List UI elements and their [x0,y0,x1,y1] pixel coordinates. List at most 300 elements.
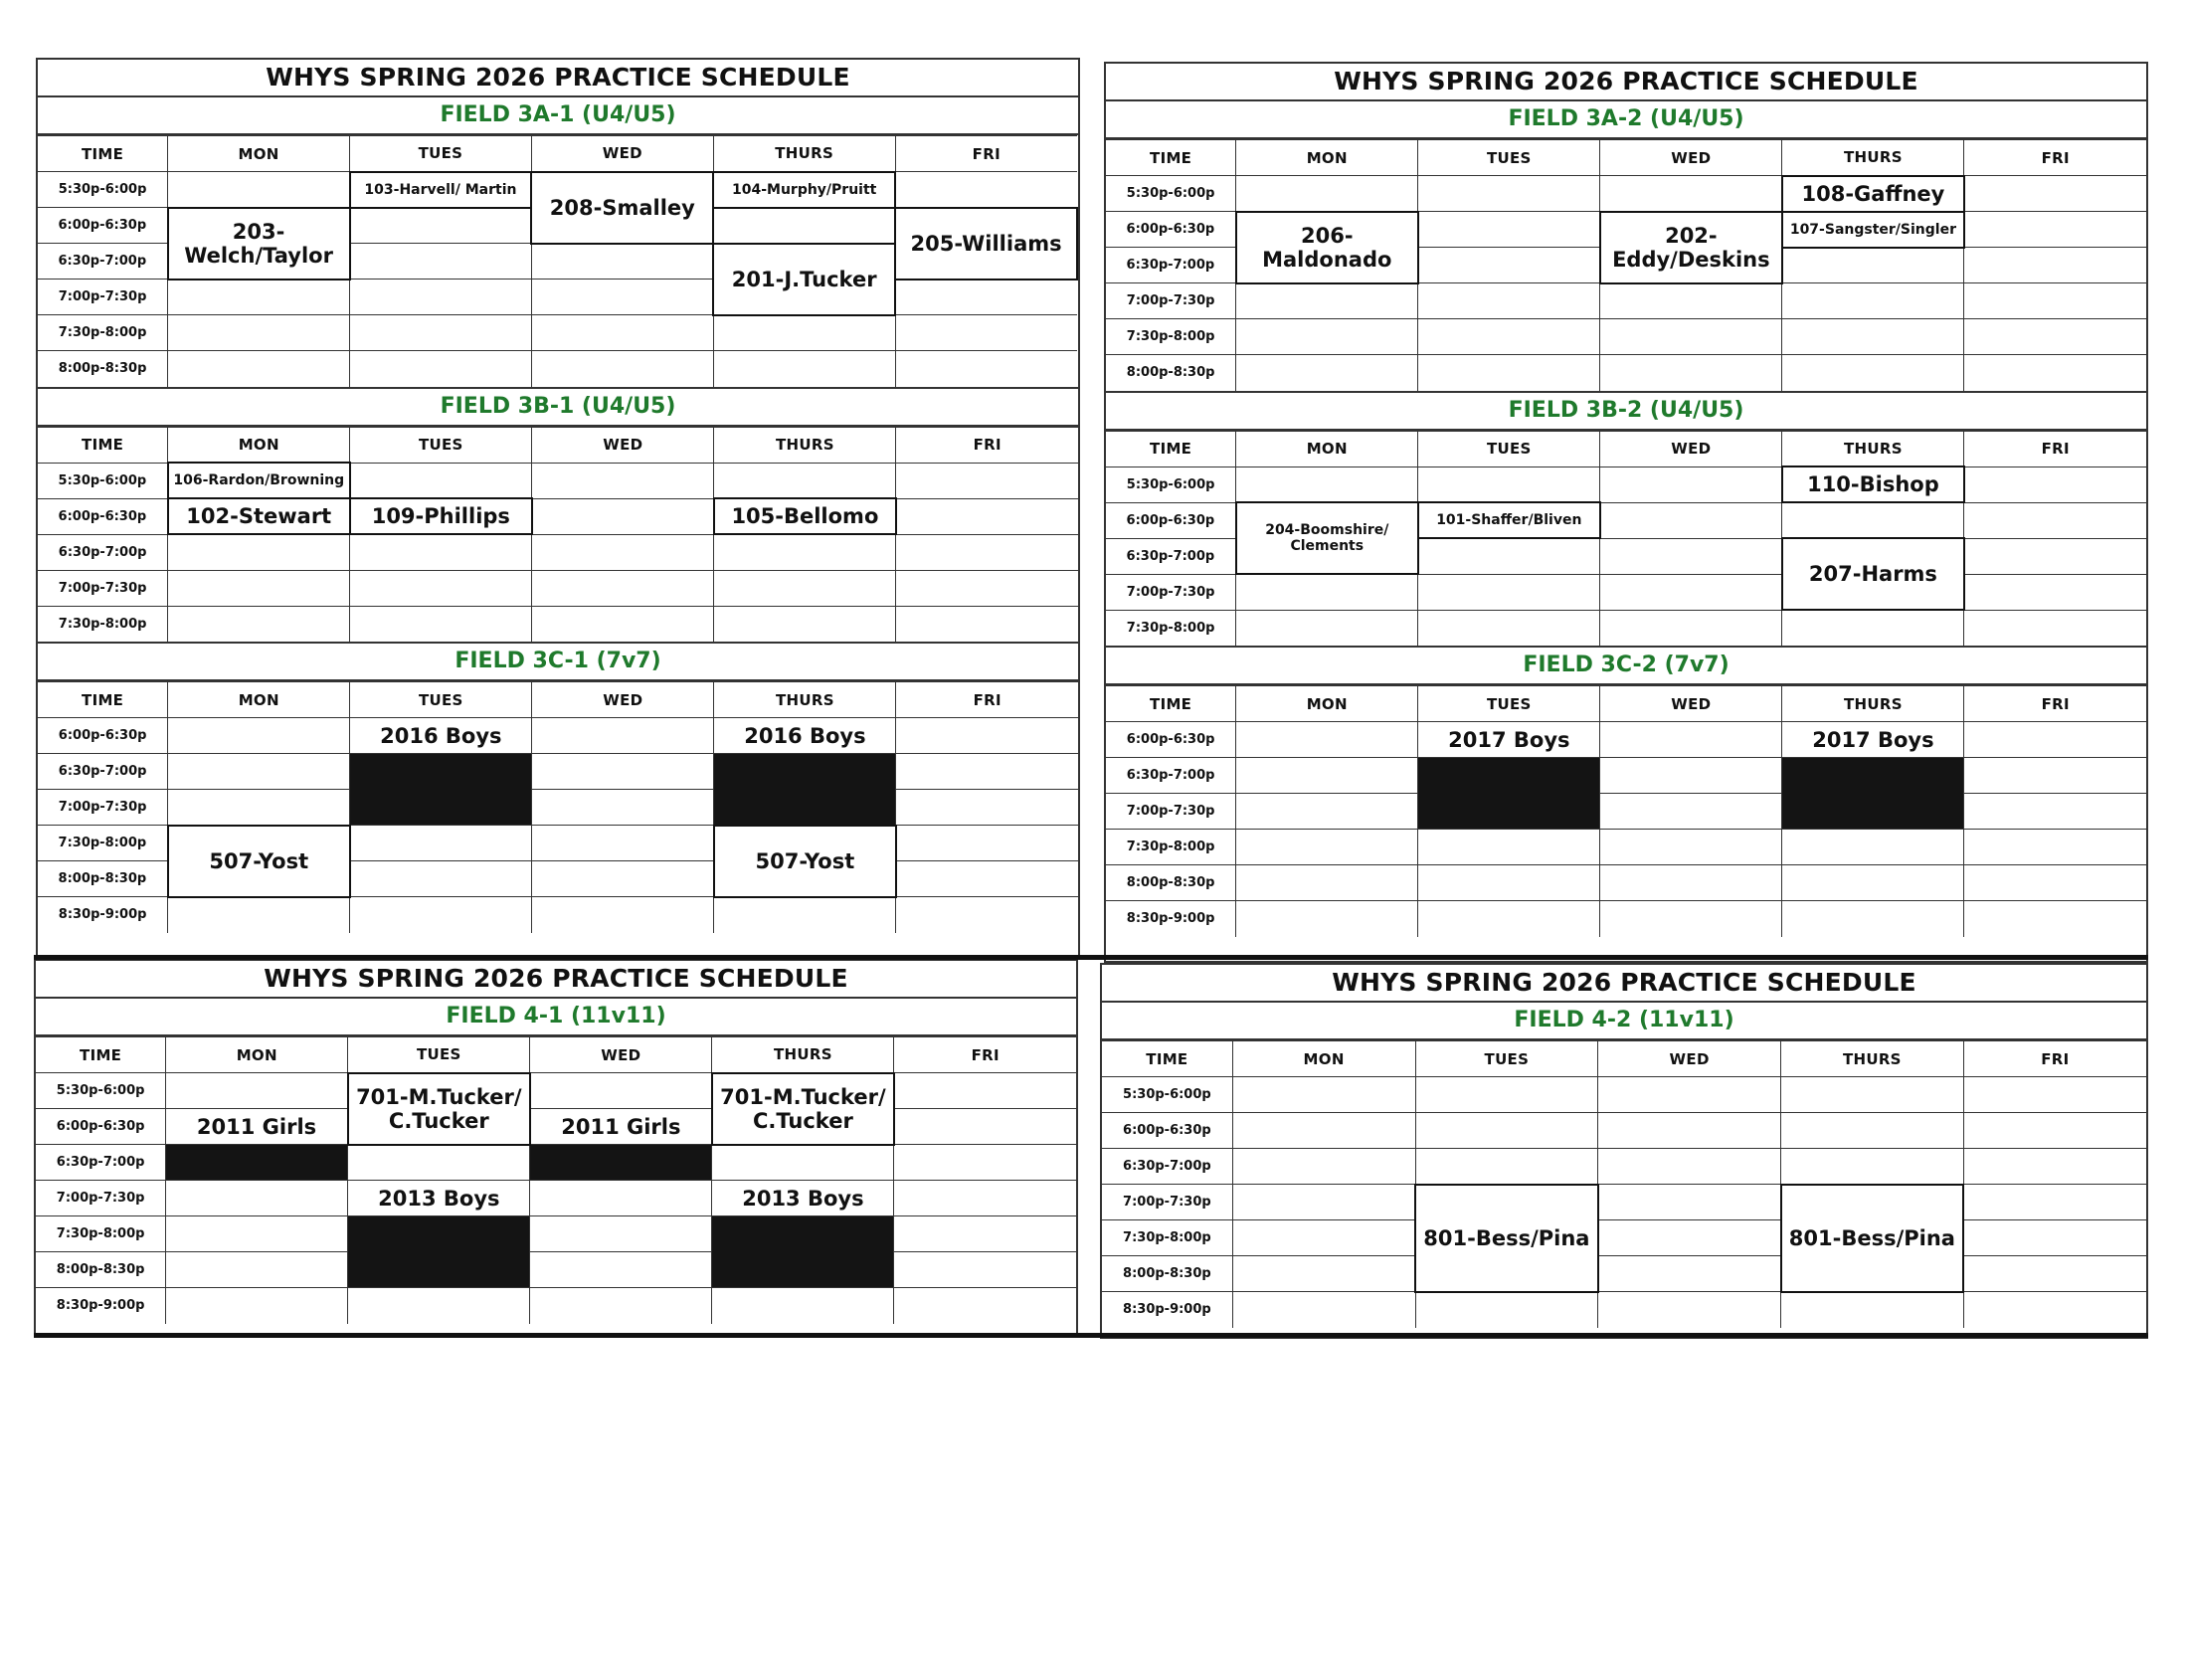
table-row [38,826,1078,861]
table-row [38,315,1077,351]
table-row [1106,502,2146,538]
empty-slot [1964,830,2146,865]
column-header-time: TIME [38,136,168,172]
empty-slot [1600,758,1782,794]
practice-slot: 203- Welch/Taylor [168,208,350,280]
empty-slot [1418,538,1600,574]
empty-slot [350,463,532,498]
time-slot-label: 8:00p-8:30p [38,861,168,897]
empty-slot [166,1252,348,1288]
empty-slot [894,1181,1076,1216]
empty-slot [713,351,895,387]
empty-slot [1782,283,1964,319]
schedule-table [38,427,1078,643]
empty-slot [1236,610,1418,646]
empty-slot [168,718,350,754]
empty-slot [1232,1077,1415,1113]
column-header-thurs: THURS [1781,1041,1964,1077]
empty-slot [532,534,714,570]
time-slot-label: 8:00p-8:30p [38,351,168,387]
column-header-wed: WED [1600,140,1782,176]
empty-slot [532,861,714,897]
time-slot-label: 8:30p-9:00p [36,1288,166,1324]
practice-slot: 208-Smalley [531,172,713,244]
table-row [1106,574,2146,610]
empty-slot [168,897,350,933]
time-slot-label: 7:30p-8:00p [36,1216,166,1252]
empty-slot [712,1288,894,1324]
field-title: FIELD 3C-1 (7v7) [38,644,1078,681]
empty-slot [1600,794,1782,830]
practice-slot: 801-Bess/Pina [1415,1185,1598,1292]
table-row [38,897,1078,933]
schedule-table [1106,685,2146,937]
field-section-field-3c-1-7v7 [38,642,1078,933]
empty-slot [168,534,350,570]
practice-slot: 204-Boomshire/ Clements [1236,502,1418,574]
empty-slot [1236,176,1418,212]
empty-slot [1600,610,1782,646]
column-header-thurs: THURS [1782,140,1964,176]
empty-slot [1964,610,2146,646]
empty-slot [1782,830,1964,865]
table-row [38,498,1078,534]
empty-slot [894,1145,1076,1181]
column-header-fri: FRI [895,136,1077,172]
column-header-tues: TUES [1418,686,1600,722]
empty-slot [1418,355,1600,391]
empty-slot [1598,1185,1781,1220]
time-slot-label: 6:00p-6:30p [1102,1113,1232,1149]
empty-slot [1236,467,1418,502]
practice-slot: 206-Maldonado [1236,212,1418,283]
empty-slot [350,861,532,897]
empty-slot [1964,467,2146,502]
empty-slot [894,1252,1076,1288]
column-header-mon: MON [168,136,350,172]
empty-slot [894,1109,1076,1145]
empty-slot [350,897,532,933]
empty-slot [1964,283,2146,319]
empty-slot [896,897,1078,933]
empty-slot [1418,467,1600,502]
field-title: FIELD 3B-2 (U4/U5) [1106,393,2146,431]
empty-slot [1963,1256,2146,1292]
column-header-wed: WED [530,1037,712,1073]
column-header-tues: TUES [1415,1041,1598,1077]
empty-slot [530,1288,712,1324]
column-header-thurs: THURS [714,427,896,463]
empty-slot [1232,1292,1415,1328]
empty-slot [1600,901,1782,937]
time-slot-label: 7:30p-8:00p [38,315,168,351]
empty-slot [168,315,350,351]
empty-slot [532,897,714,933]
empty-slot [1415,1113,1598,1149]
empty-slot [168,790,350,826]
time-slot-label: 7:00p-7:30p [38,790,168,826]
schedule-table [38,681,1078,933]
empty-slot [1236,901,1418,937]
empty-slot [1415,1077,1598,1113]
table-row [1106,830,2146,865]
empty-slot [1964,758,2146,794]
empty-slot [1600,502,1782,538]
time-slot-label: 6:00p-6:30p [38,718,168,754]
time-slot-label: 8:30p-9:00p [1106,901,1236,937]
table-row [38,606,1078,642]
empty-slot [1964,248,2146,283]
empty-slot [1236,758,1418,794]
empty-slot [1782,865,1964,901]
empty-slot [532,463,714,498]
table-row [1106,794,2146,830]
table-row [38,463,1078,498]
empty-slot [1963,1220,2146,1256]
empty-slot [1418,865,1600,901]
time-slot-label: 6:00p-6:30p [38,498,168,534]
schedule-title: WHYS SPRING 2026 PRACTICE SCHEDULE [36,961,1076,999]
column-header-time: TIME [1106,431,1236,467]
empty-slot [530,1073,712,1109]
time-slot-label: 6:00p-6:30p [1106,502,1236,538]
empty-slot [1236,794,1418,830]
practice-slot: 102-Stewart [168,498,350,534]
time-slot-label: 7:00p-7:30p [1106,794,1236,830]
empty-slot [1782,610,1964,646]
empty-slot [1781,1077,1964,1113]
time-slot-label: 8:00p-8:30p [1106,865,1236,901]
empty-slot [1964,502,2146,538]
column-header-wed: WED [1598,1041,1781,1077]
time-slot-label: 6:30p-7:00p [38,754,168,790]
empty-slot [1964,538,2146,574]
column-header-fri: FRI [1964,686,2146,722]
table-row [36,1216,1076,1252]
column-header-mon: MON [1236,140,1418,176]
empty-slot [1418,830,1600,865]
empty-slot [168,280,350,315]
time-slot-label: 6:30p-7:00p [38,534,168,570]
table-header-row [1102,1041,2146,1077]
empty-slot [531,244,713,280]
time-slot-label: 8:00p-8:30p [1102,1256,1232,1292]
table-row [36,1145,1076,1181]
empty-slot [1418,610,1600,646]
empty-slot [1600,722,1782,758]
empty-slot [1964,901,2146,937]
column-header-tues: TUES [1418,431,1600,467]
table-row [1106,283,2146,319]
empty-slot [894,1073,1076,1109]
column-header-mon: MON [1236,431,1418,467]
empty-slot [350,280,532,315]
schedule-title: WHYS SPRING 2026 PRACTICE SCHEDULE [38,60,1078,97]
empty-slot [350,606,532,642]
empty-slot [532,790,714,826]
table-row [38,790,1078,826]
time-slot-label: 5:30p-6:00p [1106,467,1236,502]
table-row [36,1181,1076,1216]
column-header-fri: FRI [894,1037,1076,1073]
empty-slot [1964,212,2146,248]
column-header-tues: TUES [350,427,532,463]
empty-slot [1963,1077,2146,1113]
table-header-row [1106,686,2146,722]
time-slot-label: 6:00p-6:30p [36,1109,166,1145]
empty-slot [1232,1149,1415,1185]
table-row [1102,1113,2146,1149]
practice-slot: 106-Rardon/Browning [168,463,350,498]
table-row [1106,355,2146,391]
empty-slot [1598,1256,1781,1292]
empty-slot [350,534,532,570]
column-header-tues: TUES [348,1037,530,1073]
column-header-mon: MON [1232,1041,1415,1077]
empty-slot [532,498,714,534]
table-row [36,1252,1076,1288]
empty-slot [530,1216,712,1252]
column-header-time: TIME [38,427,168,463]
column-header-time: TIME [36,1037,166,1073]
empty-slot [1598,1220,1781,1256]
table-header-row [1106,140,2146,176]
empty-slot [896,498,1078,534]
time-slot-label: 7:30p-8:00p [1106,830,1236,865]
table-header-row [1106,431,2146,467]
time-slot-label: 7:30p-8:00p [1106,319,1236,355]
practice-slot: 507-Yost [168,826,350,897]
practice-slot: 701-M.Tucker/ C.Tucker [348,1073,530,1145]
column-header-wed: WED [1600,686,1782,722]
empty-slot [532,606,714,642]
empty-slot [1782,502,1964,538]
schedule-table [38,135,1078,387]
empty-slot [348,1288,530,1324]
empty-slot [714,606,896,642]
table-row [38,172,1077,208]
empty-slot [531,351,713,387]
empty-slot [1236,319,1418,355]
empty-slot [895,172,1077,208]
empty-slot [1418,212,1600,248]
table-row [1102,1256,2146,1292]
empty-slot [895,351,1077,387]
column-header-mon: MON [168,427,350,463]
column-header-time: TIME [1106,686,1236,722]
time-slot-label: 5:30p-6:00p [1102,1077,1232,1113]
empty-slot [1600,830,1782,865]
empty-slot [1600,319,1782,355]
empty-slot [1418,283,1600,319]
time-slot-label: 7:00p-7:30p [1106,283,1236,319]
time-slot-label: 7:00p-7:30p [1106,574,1236,610]
divider-rule-bottom [34,1333,2148,1338]
empty-slot [1232,1185,1415,1220]
table-row [38,534,1078,570]
time-slot-label: 6:30p-7:00p [1106,248,1236,283]
empty-slot [1964,865,2146,901]
empty-slot [894,1288,1076,1324]
empty-slot [896,826,1078,861]
table-header-row [38,136,1077,172]
column-header-thurs: THURS [714,682,896,718]
empty-slot [531,315,713,351]
table-header-row [38,427,1078,463]
schedule-panel-bottom-left [34,959,1078,1335]
time-slot-label: 5:30p-6:00p [38,463,168,498]
table-row [38,570,1078,606]
empty-slot [714,570,896,606]
empty-slot [532,570,714,606]
practice-slot: 101-Shaffer/Bliven [1418,502,1600,538]
column-header-mon: MON [168,682,350,718]
empty-slot [1600,574,1782,610]
empty-slot [532,826,714,861]
practice-slot: 202- Eddy/Deskins [1600,212,1782,283]
schedule-panel-top-left [36,58,1080,959]
time-slot-label: 7:30p-8:00p [38,606,168,642]
table-row [1106,319,2146,355]
practice-slot: 2017 Boys [1782,722,1964,758]
practice-slot: 108-Gaffney [1782,176,1964,212]
empty-slot [350,570,532,606]
practice-slot: 107-Sangster/Singler [1782,212,1964,248]
table-row [1106,212,2146,248]
table-row [36,1073,1076,1109]
column-header-fri: FRI [896,682,1078,718]
practice-slot: 109-Phillips [350,498,532,534]
table-header-row [38,682,1078,718]
schedule-table [1106,431,2146,647]
column-header-mon: MON [1236,686,1418,722]
blocked-slot [714,754,896,826]
empty-slot [1600,467,1782,502]
empty-slot [1964,722,2146,758]
schedule-panel-bottom-right [1100,963,2148,1339]
empty-slot [894,1216,1076,1252]
empty-slot [1964,574,2146,610]
blocked-slot [350,754,532,826]
time-slot-label: 6:30p-7:00p [1106,758,1236,794]
blocked-slot [166,1145,348,1181]
empty-slot [1418,248,1600,283]
empty-slot [1782,901,1964,937]
practice-slot: 2016 Boys [714,718,896,754]
practice-slot: 507-Yost [714,826,896,897]
empty-slot [896,570,1078,606]
column-header-thurs: THURS [713,136,895,172]
empty-slot [1236,865,1418,901]
empty-slot [1598,1077,1781,1113]
empty-slot [1232,1256,1415,1292]
time-slot-label: 6:30p-7:00p [36,1145,166,1181]
empty-slot [1600,865,1782,901]
table-row [38,754,1078,790]
empty-slot [1963,1292,2146,1328]
empty-slot [1236,830,1418,865]
field-section-field-3a-2-u4-u5 [1106,101,2146,391]
practice-slot: 201-J.Tucker [713,244,895,315]
field-section-field-4-2-11v11 [1102,1003,2146,1328]
column-header-thurs: THURS [712,1037,894,1073]
schedule-table [1102,1040,2146,1328]
empty-slot [1963,1149,2146,1185]
table-row [1102,1149,2146,1185]
time-slot-label: 8:30p-9:00p [38,897,168,933]
practice-slot: 801-Bess/Pina [1781,1185,1964,1292]
empty-slot [1236,722,1418,758]
empty-slot [1782,248,1964,283]
empty-slot [168,351,350,387]
table-row [38,718,1078,754]
practice-slot: 105-Bellomo [714,498,896,534]
empty-slot [714,897,896,933]
empty-slot [530,1252,712,1288]
column-header-tues: TUES [1418,140,1600,176]
column-header-fri: FRI [1964,140,2146,176]
practice-slot: 205-Williams [895,208,1077,280]
empty-slot [1963,1185,2146,1220]
empty-slot [1600,538,1782,574]
time-slot-label: 7:00p-7:30p [36,1181,166,1216]
empty-slot [1418,901,1600,937]
empty-slot [895,280,1077,315]
column-header-fri: FRI [1963,1041,2146,1077]
column-header-time: TIME [1102,1041,1232,1077]
time-slot-label: 7:30p-8:00p [1102,1220,1232,1256]
empty-slot [166,1216,348,1252]
table-row [1106,901,2146,937]
column-header-wed: WED [531,136,713,172]
table-row [1106,758,2146,794]
field-section-field-3b-1-u4-u5 [38,387,1078,643]
time-slot-label: 6:30p-7:00p [1102,1149,1232,1185]
table-header-row [36,1037,1076,1073]
empty-slot [532,754,714,790]
table-row [1102,1077,2146,1113]
time-slot-label: 7:00p-7:30p [1102,1185,1232,1220]
empty-slot [531,280,713,315]
column-header-wed: WED [1600,431,1782,467]
field-title: FIELD 3A-2 (U4/U5) [1106,101,2146,139]
column-header-wed: WED [532,682,714,718]
empty-slot [168,606,350,642]
empty-slot [166,1288,348,1324]
empty-slot [1236,283,1418,319]
field-title: FIELD 4-2 (11v11) [1102,1003,2146,1040]
empty-slot [1600,176,1782,212]
practice-slot: 2013 Boys [712,1181,894,1216]
column-header-thurs: THURS [1782,431,1964,467]
empty-slot [896,606,1078,642]
column-header-tues: TUES [350,136,532,172]
empty-slot [1964,176,2146,212]
practice-slot: 2011 Girls [530,1109,712,1145]
empty-slot [350,351,532,387]
table-row [38,351,1077,387]
table-row [1102,1292,2146,1328]
time-slot-label: 5:30p-6:00p [1106,176,1236,212]
empty-slot [1415,1292,1598,1328]
empty-slot [713,208,895,244]
practice-slot: 701-M.Tucker/ C.Tucker [712,1073,894,1145]
divider-rule-top [34,955,2148,960]
practice-slot: 2011 Girls [166,1109,348,1145]
practice-slot: 207-Harms [1782,538,1964,610]
empty-slot [895,315,1077,351]
empty-slot [896,463,1078,498]
